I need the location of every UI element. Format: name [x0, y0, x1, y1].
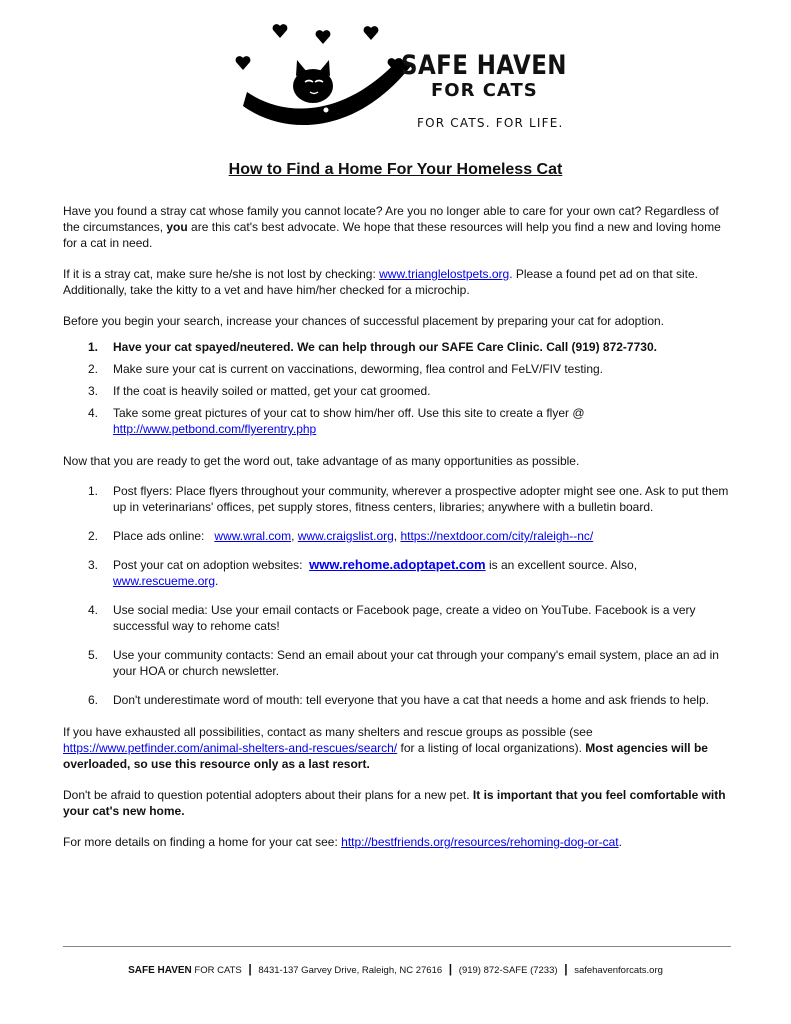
list-item: [63, 361, 731, 377]
brand-name: SAFE HAVEN: [401, 50, 567, 81]
craigslist-link[interactable]: www.craigslist.org: [297, 529, 394, 543]
stray-text: If it is a stray cat, make sure he/she is not lost by checking:: [63, 267, 380, 281]
footer-separator: |: [564, 962, 568, 976]
list-item-text-end: .: [215, 574, 219, 588]
petbond-link[interactable]: http://www.petbond.com/flyerentry.php: [113, 422, 317, 436]
shelters-text: If you have exhausted all possibilities, contact as many shelters and rescue groups as possible (see: [63, 725, 593, 739]
word-intro: Now that you are ready to get the word out, take advantage of as many opportunities as possible.: [63, 454, 580, 468]
page-title: How to Find a Home For Your Homeless Cat: [228, 161, 563, 178]
stray-text-end: . Please a found pet ad on that site. Additionally, take the kitty to a vet and have him/her checked for a microchip.: [63, 267, 699, 297]
question-paragraph: [63, 787, 731, 819]
intro-emphasis: you: [166, 220, 188, 234]
details-text: For more details on finding a home for your cat see:: [63, 835, 342, 849]
nextdoor-link[interactable]: https://nextdoor.com/city/raleigh--nc/: [400, 529, 594, 543]
list-number: 3.: [88, 384, 99, 398]
list-number: 4.: [88, 406, 99, 420]
list-item: [63, 528, 731, 544]
adoptapet-link[interactable]: www.rehome.adoptapet.com: [309, 557, 486, 572]
list-item: [63, 339, 731, 355]
word-list: [63, 483, 731, 708]
list-item-text: Post your cat on adoption websites:: [113, 558, 310, 572]
list-item-text: Post flyers: Place flyers throughout your community, wherever a prospective adopter might see one. Ask to put them up in veterinarians' offices, pet supply stores, fitness centers, libraries; anywhere with a bulletin board.: [113, 484, 729, 514]
intro-paragraph: [63, 203, 731, 251]
bestfriends-link[interactable]: http://bestfriends.org/resources/rehoming-dog-or-cat: [341, 835, 619, 849]
footer-phone: (919) 872-SAFE (7233): [458, 965, 558, 976]
footer-separator: |: [248, 962, 252, 976]
list-item-text: Make sure your cat is current on vaccinations, deworming, flea control and FeLV/FIV testing.: [113, 362, 604, 376]
list-item-text: Use social media: Use your email contacts or Facebook page, create a video on YouTube. Facebook is a very successful way to rehome cats!: [113, 603, 696, 633]
separator: ,: [393, 529, 401, 543]
list-item-text: Use your community contacts: Send an email about your cat through your company's email system, place an ad in your HOA or church newsletter.: [113, 648, 719, 678]
footer-website: safehavenforcats.org: [574, 965, 663, 976]
list-item: [63, 405, 731, 437]
list-number: 2.: [88, 362, 99, 376]
shelters-text-mid: for a listing of local organizations).: [397, 741, 586, 755]
list-item-text: If the coat is heavily soiled or matted, get your cat groomed.: [113, 384, 431, 398]
brand-sub: FOR CATS: [431, 80, 538, 101]
list-item: [63, 647, 731, 679]
list-item: [63, 383, 731, 399]
shelters-emphasis: Most agencies will be overloaded, so use this resource only as a last resort.: [63, 741, 708, 771]
petfinder-link[interactable]: https://www.petfinder.com/animal-shelters-and-rescues/search/: [63, 741, 398, 755]
intro-text-end: are this cat's best advocate. We hope that these resources will help you find a new and loving home for a cat in need.: [63, 220, 721, 250]
separator: ,: [291, 529, 298, 543]
list-item-text: Don't underestimate word of mouth: tell everyone that you have a cat that needs a home and ask friends to help.: [113, 693, 709, 707]
brand-tagline: FOR CATS. FOR LIFE.: [417, 116, 564, 130]
footer: [0, 962, 791, 976]
prep-intro: Before you begin your search, increase your chances of successful placement by preparing your cat for adoption.: [63, 314, 665, 328]
list-item-text: Have your cat spayed/neutered. We can help through our SAFE Care Clinic. Call (919) 872-7730.: [113, 340, 657, 354]
list-number: 3.: [88, 558, 99, 572]
list-number: 2.: [88, 529, 99, 543]
logo: [225, 18, 565, 138]
list-item: [63, 483, 731, 515]
prep-list: [63, 339, 731, 437]
cat-logo-icon: [225, 18, 425, 138]
list-number: 5.: [88, 648, 99, 662]
footer-brand: SAFE HAVEN: [128, 965, 192, 976]
list-number: 1.: [88, 340, 99, 354]
footer-divider: [63, 946, 731, 947]
list-number: 4.: [88, 603, 99, 617]
footer-separator: |: [448, 962, 453, 976]
question-text: Don't be afraid to question potential adopters about their plans for a new pet.: [63, 788, 473, 802]
shelters-paragraph: [63, 724, 731, 772]
list-number: 1.: [88, 484, 99, 498]
trianglelostpets-link[interactable]: www.trianglelostpets.org: [379, 267, 510, 281]
stray-paragraph: [63, 266, 731, 298]
details-paragraph: [63, 834, 731, 850]
rescueme-link[interactable]: www.rescueme.org: [113, 574, 216, 588]
list-item: [63, 602, 731, 634]
list-item: [63, 557, 731, 589]
intro-text: Have you found a stray cat whose family you cannot locate? Are you no longer able to care for your own cat? Regardless of the circumstances,: [63, 204, 719, 234]
brand-text: [401, 52, 596, 130]
document-body: [63, 203, 731, 865]
list-item: [63, 692, 731, 708]
list-number: 6.: [88, 693, 99, 707]
footer-brand-sub: FOR CATS: [191, 965, 242, 976]
list-item-text-mid: is an excellent source. Also,: [485, 558, 638, 572]
list-item-text: Place ads online:: [113, 529, 215, 543]
details-text-end: .: [618, 835, 622, 849]
footer-address: 8431-137 Garvey Drive, Raleigh, NC 27616: [258, 965, 443, 976]
wral-link[interactable]: www.wral.com: [214, 529, 292, 543]
list-item-text: Take some great pictures of your cat to show him/her off. Use this site to create a flyer @: [113, 406, 585, 420]
question-emphasis: It is important that you feel comfortable with your cat's new home.: [63, 788, 726, 818]
